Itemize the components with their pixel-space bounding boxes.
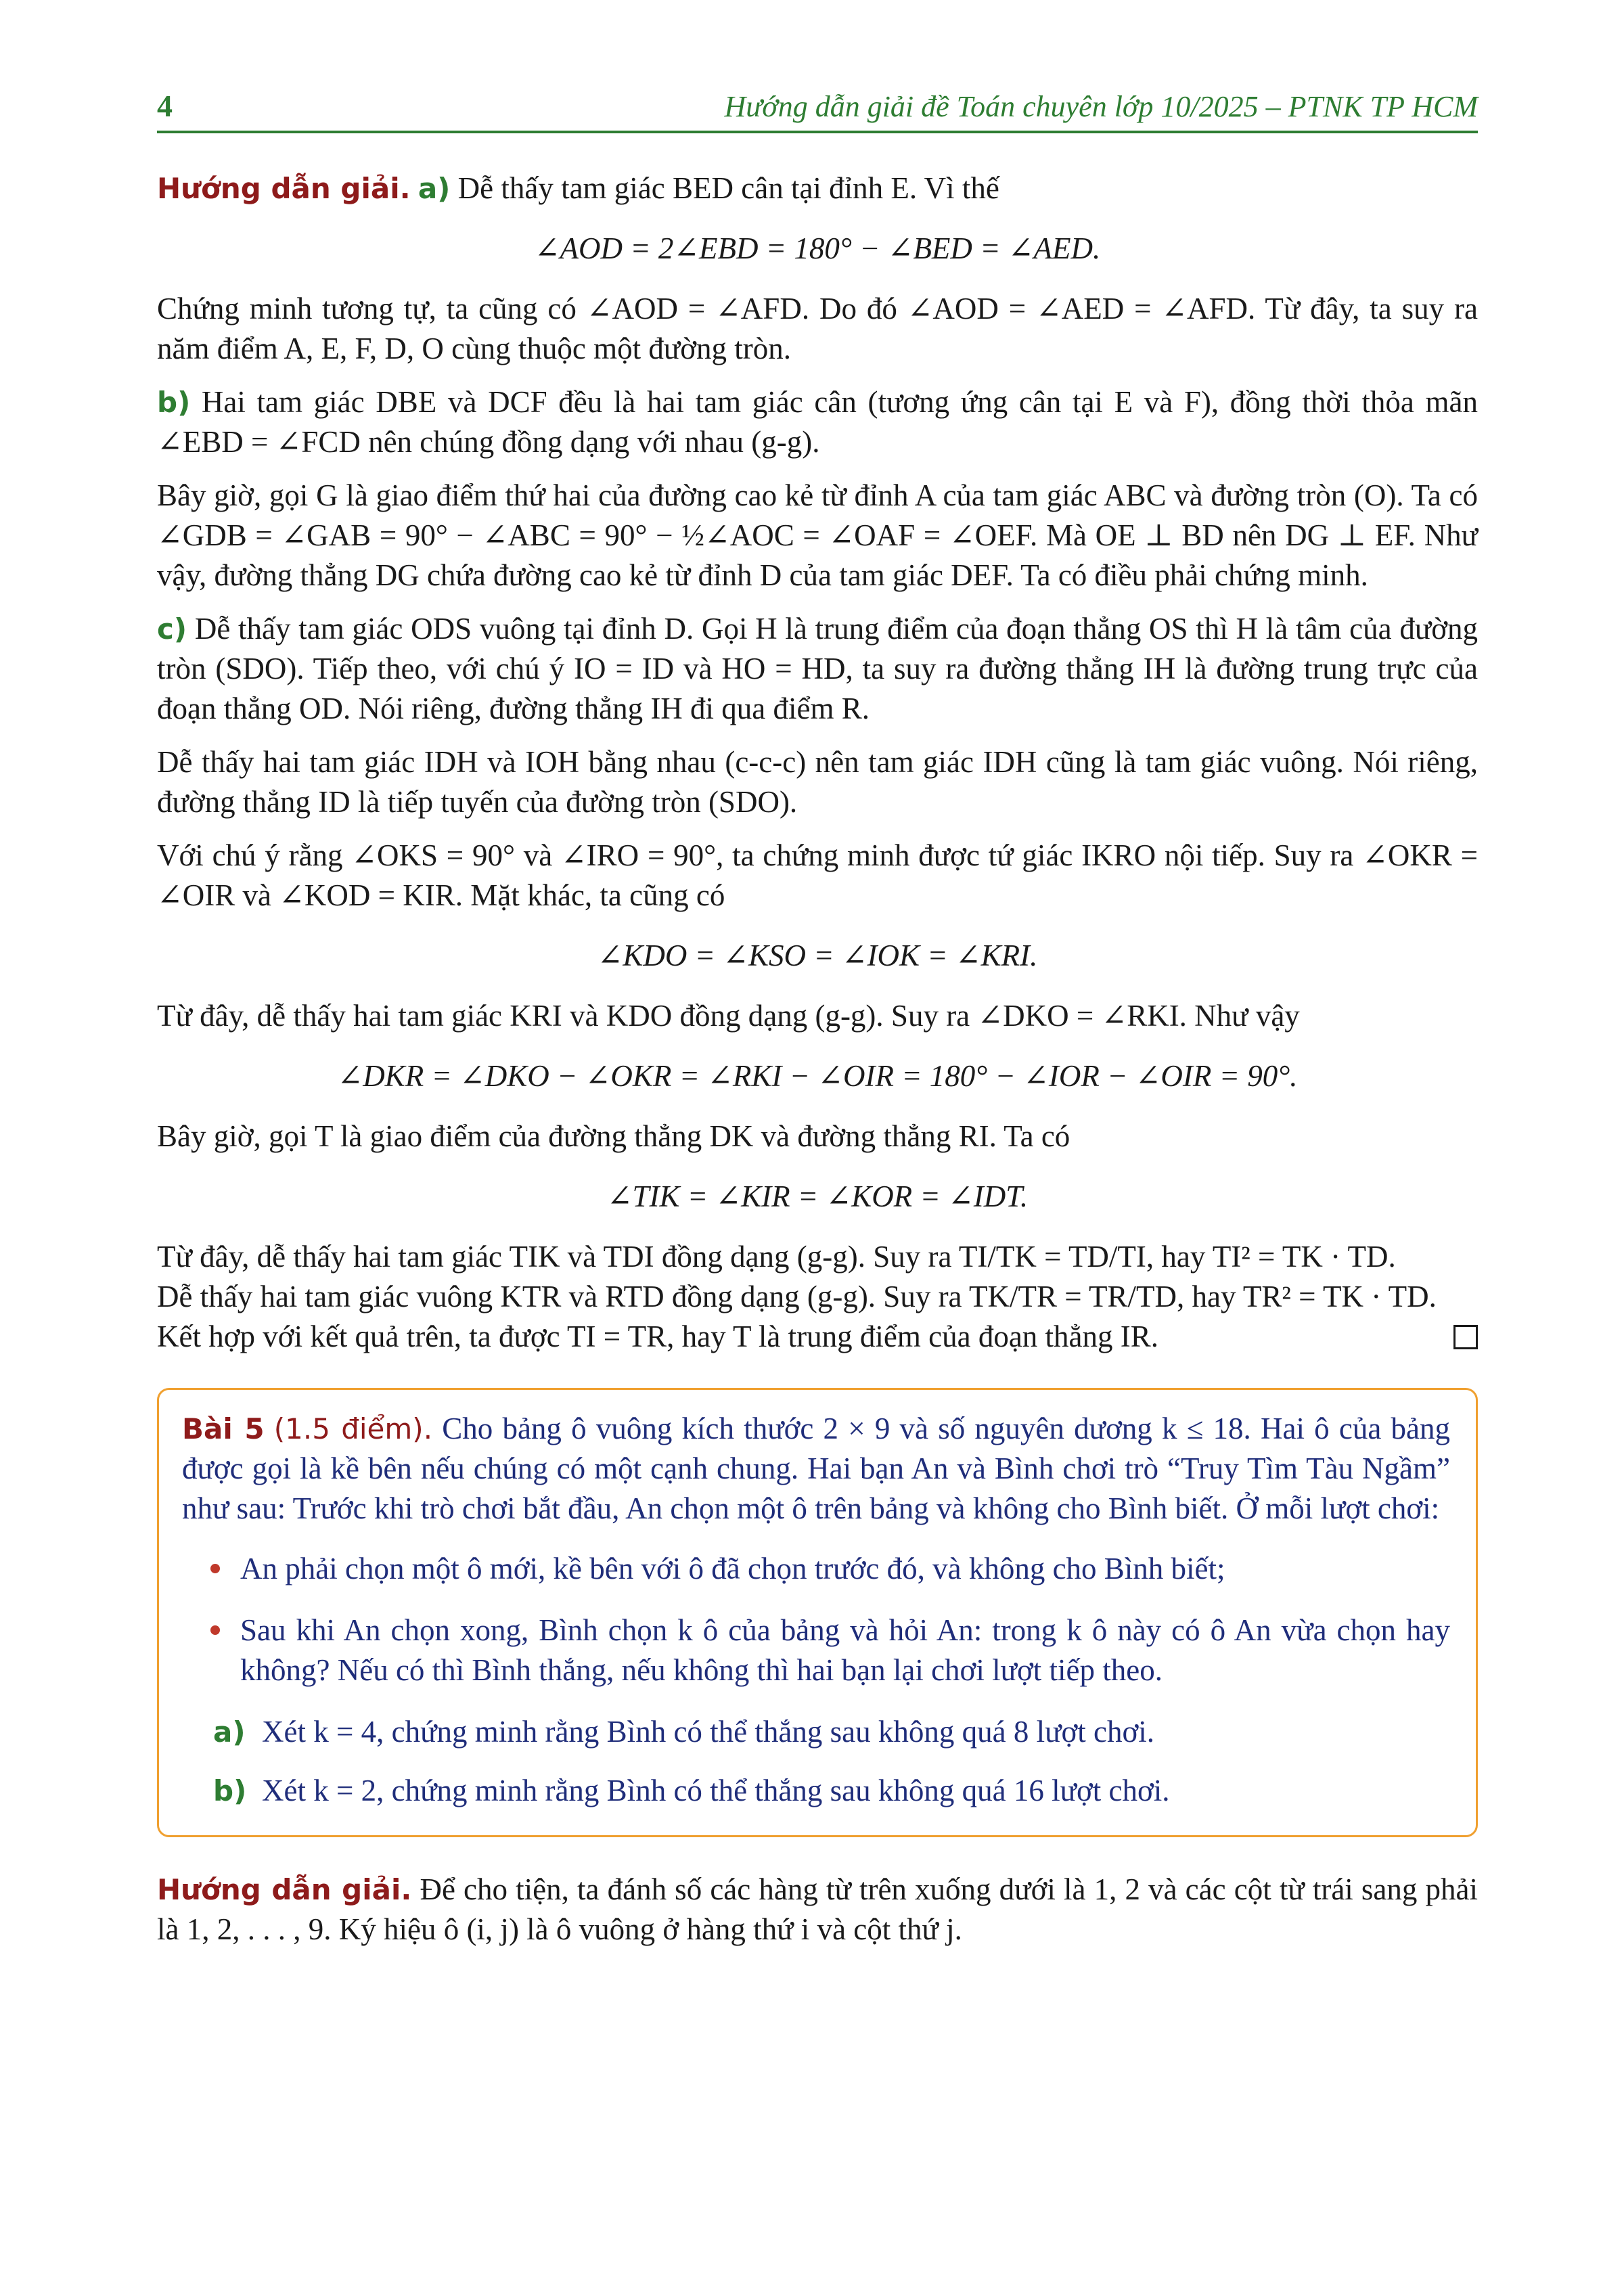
equation-kdo: ∠KDO = ∠KSO = ∠IOK = ∠KRI. [597, 939, 1038, 972]
part-b-label: b) [157, 386, 191, 419]
part-a-text: Dễ thấy tam giác BED cân tại đỉnh E. Vì thế [457, 171, 999, 205]
part-c-text-4: Từ đây, dễ thấy hai tam giác KRI và KDO đồng dạng (g-g). Suy ra ∠DKO = ∠RKI. Như vậy [157, 999, 1300, 1033]
problem-intro-text: Cho bảng ô vuông kích thước 2 × 9 và số nguyên dương k ≤ 18. Hai ô của bảng được gọi là kề bên nếu chúng có một cạnh chung. Hai bạn An và Bình chơi trò “Truy Tìm Tàu Ngầm” như sau: Trước khi trò chơi bắt đầu, An chọn một ô trên bảng và không cho Bình biết. Ở mỗi lượt chơi: [182, 1412, 1450, 1525]
part-c-label: c) [157, 612, 187, 646]
part-c-text-6: Từ đây, dễ thấy hai tam giác TIK và TDI đồng dạng (g-g). Suy ra TI/TK = TD/TI, hay TI² = TK · TD. [157, 1240, 1396, 1274]
problem-part-b-label: b) [213, 1774, 247, 1807]
bullet-icon [210, 1625, 220, 1635]
part-c-text: Dễ thấy tam giác ODS vuông tại đỉnh D. Gọi H là trung điểm của đoạn thẳng OS thì H là tâm của đường tròn (SDO). Tiếp theo, với chú ý IO = ID và HO = HD, ta suy ra đường thẳng IH là đường trung trực của đoạn thẳng OD. Nói riêng, đường thẳng IH đi qua điểm R. [157, 612, 1479, 725]
solution-5-text: Để cho tiện, ta đánh số các hàng từ trên xuống dưới là 1, 2 và các cột từ trái sang phải là 1, 2, . . . , 9. Ký hiệu ô (i, j) là ô vuông ở hàng thứ i và cột thứ j. [157, 1872, 1479, 1946]
rules-list [182, 1549, 1450, 1690]
rule-item [240, 1549, 1450, 1589]
problem-part-a-text: Xét k = 4, chứng minh rằng Bình có thể thắng sau không quá 8 lượt chơi. [262, 1715, 1155, 1749]
part-c-text-2: Dễ thấy hai tam giác IDH và IOH bằng nhau (c-c-c) nên tam giác IDH cũng là tam giác vuông. Nói riêng, đường thẳng ID là tiếp tuyến của đường tròn (SDO). [157, 745, 1478, 819]
rule-text-1: An phải chọn một ô mới, kề bên với ô đã chọn trước đó, và không cho Bình biết; [240, 1552, 1225, 1585]
running-title: Hướng dẫn giải đề Toán chuyên lớp 10/2025 – PTNK TP HCM [724, 90, 1478, 123]
qed-square-icon [1453, 1325, 1478, 1349]
part-a-label: a) [418, 172, 451, 205]
page-number: 4 [157, 89, 173, 123]
part-c-text-7: Dễ thấy hai tam giác vuông KTR và RTD đồng dạng (g-g). Suy ra TK/TR = TR/TD, hay TR² = TK · TD. [157, 1280, 1437, 1313]
problem-5-part-a [182, 1712, 1450, 1752]
problem-5-part-b [182, 1771, 1450, 1811]
solution-5 [157, 1870, 1478, 1950]
equation-dkr: ∠DKR = ∠DKO − ∠OKR = ∠RKI − ∠OIR = 180° − ∠IOR − ∠OIR = 90°. [337, 1059, 1298, 1093]
solution-4a [157, 168, 1478, 208]
equation-aod: ∠AOD = 2∠EBD = 180° − ∠BED = ∠AED. [534, 231, 1101, 265]
solution-4c [157, 609, 1478, 729]
problem-5-intro [182, 1409, 1450, 1529]
part-b-text-2: Bây giờ, gọi G là giao điểm thứ hai của đường cao kẻ từ đỉnh A của tam giác ABC và đường tròn (O). Ta có ∠GDB = ∠GAB = 90° − ∠ABC = 90° − ½∠AOC = ∠OAF = ∠OEF. Mà OE ⊥ BD nên DG ⊥ EF. Như vậy, đường thẳng DG chứa đường cao kẻ từ đỉnh D của tam giác DEF. Ta có điều phải chứng minh. [157, 478, 1478, 592]
solution-4b [157, 382, 1478, 462]
page [157, 88, 1478, 1950]
part-c-text-3: Với chú ý rằng ∠OKS = 90° và ∠IRO = 90°, ta chứng minh được tứ giác IKRO nội tiếp. Suy ra ∠OKR = ∠OIR và ∠KOD = KIR. Mặt khác, ta cũng có [157, 838, 1478, 912]
problem-5-box [157, 1388, 1478, 1837]
part-c-text-5: Bây giờ, gọi T là giao điểm của đường thẳng DK và đường thẳng RI. Ta có [157, 1119, 1070, 1153]
part-a-text-2: Chứng minh tương tự, ta cũng có ∠AOD = ∠AFD. Do đó ∠AOD = ∠AED = ∠AFD. Từ đây, ta suy ra năm điểm A, E, F, D, O cùng thuộc một đường tròn. [157, 292, 1478, 365]
solution-label: Hướng dẫn giải. [157, 172, 411, 205]
problem-part-b-text: Xét k = 2, chứng minh rằng Bình có thể thắng sau không quá 16 lượt chơi. [262, 1774, 1170, 1807]
bullet-icon [210, 1564, 220, 1573]
problem-points: (1.5 điểm). [273, 1412, 433, 1445]
page-header [157, 88, 1478, 133]
problem-label: Bài 5 [182, 1412, 265, 1445]
solution-5-label: Hướng dẫn giải. [157, 1873, 412, 1906]
equation-tik: ∠TIK = ∠KIR = ∠KOR = ∠IDT. [606, 1179, 1029, 1213]
problem-part-a-label: a) [213, 1715, 246, 1749]
part-c-conclusion: Kết hợp với kết quả trên, ta được TI = TR, hay T là trung điểm của đoạn thẳng IR. [157, 1320, 1159, 1353]
part-c-text-8 [157, 1317, 1478, 1357]
rule-text-2: Sau khi An chọn xong, Bình chọn k ô của bảng và hỏi An: trong k ô này có ô An vừa chọn hay không? Nếu có thì Bình thắng, nếu không thì hai bạn lại chơi lượt tiếp theo. [240, 1613, 1450, 1687]
part-b-text: Hai tam giác DBE và DCF đều là hai tam giác cân (tương ứng cân tại E và F), đồng thời thỏa mãn ∠EBD = ∠FCD nên chúng đồng dạng với nhau (g-g). [157, 385, 1478, 459]
rule-item [240, 1611, 1450, 1690]
